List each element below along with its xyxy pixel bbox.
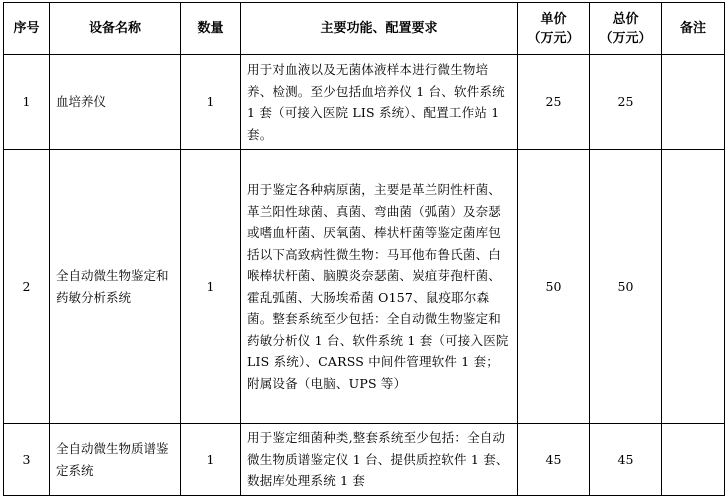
cell-name: 全自动微生物鉴定和药敏分析系统 (50, 150, 181, 424)
cell-func: 用于对血液以及无菌体液样本进行微生物培养、检测。至少包括血培养仪 1 台、软件系统 1 套（可接入医院 LIS 系统）、配置工作站 1 套。 (241, 55, 518, 150)
cell-name: 血培养仪 (50, 55, 181, 150)
cell-qty: 1 (181, 150, 241, 424)
cell-unit-price: 45 (518, 424, 590, 496)
cell-func: 用于鉴定各种病原菌，主要是革兰阴性杆菌、革兰阳性球菌、真菌、弯曲菌（弧菌）及奈瑟或嗜血杆菌、厌氧菌、棒状杆菌等鉴定菌库包括以下高致病性微生物：马耳他布鲁氏菌、白喉棒状杆菌、脑膜炎奈瑟菌、炭疽芽孢杆菌、霍乱弧菌、大肠埃希菌 O157、鼠疫耶尔森菌。整套系统至少包括：全自动微生物鉴定和药敏分析仪 1 台、软件系统 1 套（可接入医院 LIS 系统）、CARSS 中间件管理软件 1 套；附属设备（电脑、UPS 等） (241, 150, 518, 424)
equipment-table (3, 2, 725, 496)
cell-remark (662, 150, 725, 424)
header-row (4, 3, 725, 55)
cell-total-price: 45 (590, 424, 662, 496)
cell-func: 用于鉴定细菌种类,整套系统至少包括：全自动微生物质谱鉴定仪 1 台、提供质控软件 1 套、数据库处理系统 1 套 (241, 424, 518, 496)
cell-remark (662, 424, 725, 496)
table-row (4, 150, 725, 424)
cell-unit-price: 50 (518, 150, 590, 424)
cell-remark (662, 55, 725, 150)
header-seq: 序号 (4, 3, 50, 55)
cell-qty: 1 (181, 424, 241, 496)
header-name: 设备名称 (50, 3, 181, 55)
header-total-price: 总价 （万元） (590, 3, 662, 55)
header-qty: 数量 (181, 3, 241, 55)
cell-name: 全自动微生物质谱鉴定系统 (50, 424, 181, 496)
cell-seq: 1 (4, 55, 50, 150)
cell-total-price: 50 (590, 150, 662, 424)
header-remark: 备注 (662, 3, 725, 55)
table-row (4, 424, 725, 496)
cell-qty: 1 (181, 55, 241, 150)
cell-seq: 3 (4, 424, 50, 496)
header-func: 主要功能、配置要求 (241, 3, 518, 55)
cell-seq: 2 (4, 150, 50, 424)
header-unit-price: 单价 （万元） (518, 3, 590, 55)
table-row (4, 55, 725, 150)
cell-unit-price: 25 (518, 55, 590, 150)
cell-total-price: 25 (590, 55, 662, 150)
